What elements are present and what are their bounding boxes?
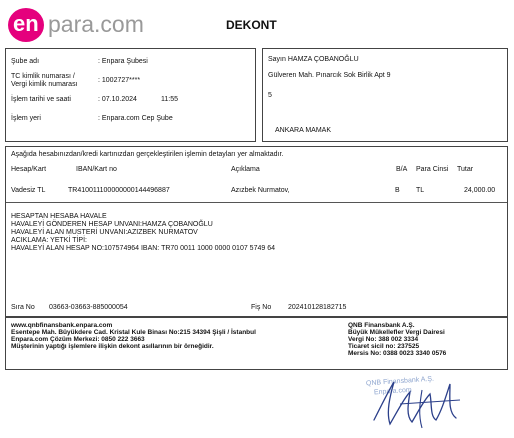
time-value: 11:55 <box>161 96 178 103</box>
row-amount: 24,000.00 <box>464 187 496 194</box>
branch-info-box <box>5 48 256 142</box>
page-title: DEKONT <box>226 18 277 32</box>
tckn-value: : 1002727**** <box>98 77 141 84</box>
row-description: Azızbek Nurmatov, <box>231 187 290 194</box>
vkn-label: Vergi kimlik numarası <box>11 81 78 88</box>
logo-para-text: para.com <box>48 11 144 37</box>
row-ba: B <box>395 187 400 194</box>
stamp-line-2: Enpara.com <box>373 386 412 397</box>
customer-address: Gülveren Mah. Pınarcık Sok Birlik Apt 9 <box>268 72 391 79</box>
date-value: : 07.10.2024 <box>98 96 137 103</box>
branch-value: : Enpara Şubesi <box>98 58 148 65</box>
branch-label: Şube adı <box>11 58 40 65</box>
detail-line-4: ACIKLAMA: YETKİ TİPİ: <box>11 237 87 244</box>
footer-right-3: Vergi No: 388 002 3334 <box>348 336 419 343</box>
stamp <box>360 374 480 434</box>
fis-value: 202410128182715 <box>288 304 347 311</box>
date-label: İşlem tarihi ve saati <box>11 96 71 103</box>
location-value: : Enpara.com Cep Şube <box>98 115 173 122</box>
footer-left-1: www.qnbfinansbank.enpara.com <box>11 322 113 329</box>
footer-right-5: Mersis No: 0388 0023 3340 0576 <box>348 350 447 357</box>
logo-en-text: en <box>13 11 39 36</box>
sira-label: Sıra No <box>11 304 35 311</box>
enpara-logo <box>8 8 148 42</box>
footer-right-1: QNB Finansbank A.Ş. <box>348 322 415 329</box>
footer-box <box>5 317 508 370</box>
detail-line-2: HAVALEYİ GÖNDEREN HESAP UNVANI:HAMZA ÇOBANOĞLU <box>11 221 213 228</box>
signature-icon <box>360 374 480 434</box>
customer-box <box>262 48 508 142</box>
customer-name: Sayın HAMZA ÇOBANOĞLU <box>268 56 359 63</box>
col-ba-header: B/A <box>396 166 408 173</box>
col-description-header: Açıklama <box>231 166 260 173</box>
customer-city: ANKARA MAMAK <box>275 127 332 134</box>
transaction-box <box>5 146 508 317</box>
fis-label: Fiş No <box>251 304 272 311</box>
col-iban-header: IBAN/Kart no <box>76 166 117 173</box>
sira-value: 03663-03663-885000054 <box>49 304 128 311</box>
row-account: Vadesiz TL <box>11 187 46 194</box>
customer-address-no: 5 <box>268 92 272 99</box>
row-iban: TR410011100000000144496887 <box>68 187 170 194</box>
detail-line-1: HESAPTAN HESABA HAVALE <box>11 213 107 220</box>
transaction-intro: Aşağıda hesabınızdan/kredi kartınızdan gerçekleştirilen işlemin detayları yer almaktadır. <box>11 151 284 158</box>
row-currency: TL <box>416 187 425 194</box>
footer-left-3: Enpara.com Çözüm Merkezi: 0850 222 3663 <box>11 336 145 343</box>
col-amount-header: Tutar <box>457 166 474 173</box>
footer-right-4: Ticaret sicil no: 237525 <box>348 343 420 350</box>
footer-left-4: Müşterinin yaptığı işlemlere ilişkin dekont asıllarının bir örneğidir. <box>11 343 214 350</box>
detail-line-3: HAVALEYİ ALAN MUSTERİ UNVANI:AZIZBEK NURMATOV <box>11 229 198 236</box>
detail-line-5: HAVALEYİ ALAN HESAP NO:107574964 IBAN: TR70 0011 1000 0000 0107 5749 64 <box>11 245 275 252</box>
location-label: İşlem yeri <box>11 115 41 122</box>
divider <box>6 202 507 203</box>
footer-right-2: Büyük Mükellefler Vergi Dairesi <box>348 329 445 336</box>
col-account-header: Hesap/Kart <box>11 166 47 173</box>
footer-left-2: Esentepe Mah. Büyükdere Cad. Kristal Kule Binası No:215 34394 Şişli / İstanbul <box>11 329 256 336</box>
tckn-label: TC kimlik numarası / <box>11 73 75 80</box>
stamp-line-1: QNB Finansbank A.Ş. <box>365 375 435 388</box>
col-currency-header: Para Cinsi <box>416 166 449 173</box>
